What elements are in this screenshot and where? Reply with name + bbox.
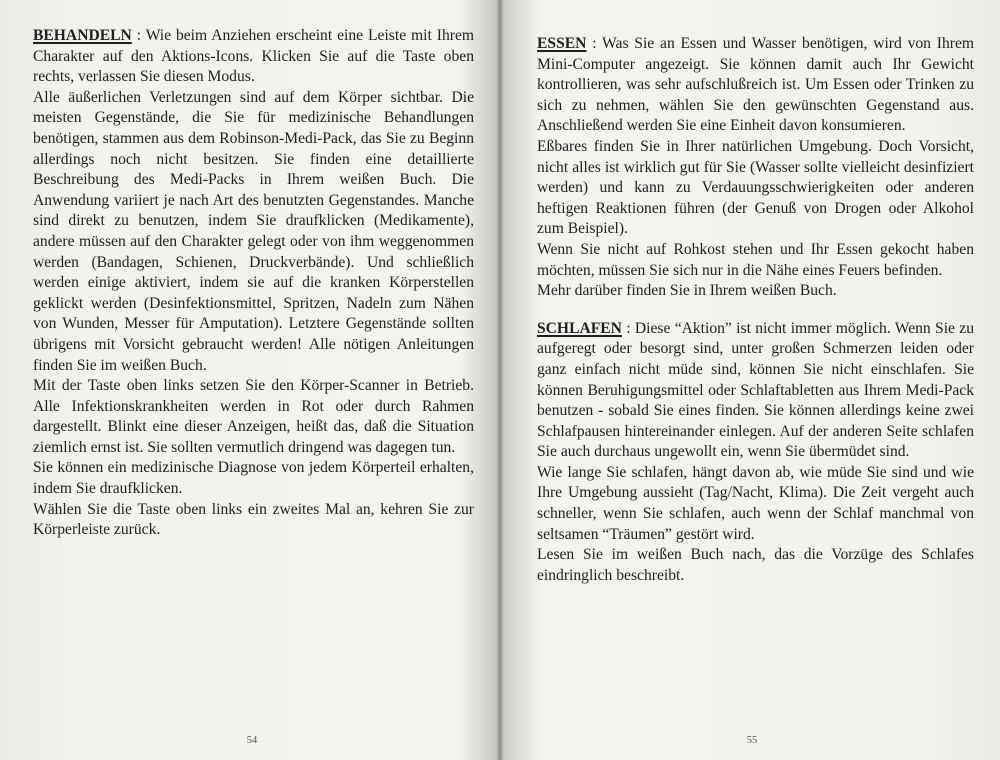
behandeln-paragraph-2: Mit der Taste oben links setzen Sie den Körper-Scanner in Betrieb. Alle Infektionskrankheiten werden in Rot oder durch Rahmen dargestellt. Blinkt eine dieser Anzeigen, heißt das, daß die Situation ziemlich ernst ist. Sie sollten vermutlich dringend was dagegen tun. xyxy=(33,377,474,456)
behandeln-paragraph-3: Sie können ein medizinische Diagnose von jedem Körperteil erhalten, indem Sie draufklicken. xyxy=(33,459,474,498)
essen-intro-text: : Was Sie an Essen und Wasser benötigen, wird von Ihrem Mini-Computer angezeigt. Sie können damit auch Ihr Gewicht kontrollieren, was sehr aufschlußreich ist. Um Essen oder Trinken zu sich zu nehmen, wählen Sie den gewünschten Gegenstand aus. Anschließend werden Sie eine Einheit davon konsumieren. xyxy=(537,35,974,135)
schlafen-section xyxy=(537,319,974,587)
essen-intro-paragraph xyxy=(537,34,974,137)
behandeln-paragraph-1: Alle äußerlichen Verletzungen sind auf dem Körper sichtbar. Die meisten Gegenstände, die Sie für medizinische Behandlungen benötigen, stammen aus dem Robinson-Medi-Pack, das Sie zu Beginn allerdings noch nicht besitzen. Sie finden eine detaillierte Beschreibung des Medi-Packs in Ihrem weißen Buch. Die Anwendung variiert je nach Art des benutzten Gegenstandes. Manche sind direkt zu benutzen, indem Sie draufklicken (Medikamente), andere müssen auf den Charakter gelegt oder von ihm weggenommen werden (Bandagen, Schienen, Druckverbände). Und schließlich werden einige aktiviert, indem sie auf die kranken Körperstellen geklickt werden (Desinfektionsmittel, Spritzen, Nadeln zum Nähen von Wunden, Messer für Amputation). Letztere Gegenstände sollten übrigens mit Vorsicht gebraucht werden! Alle nötigen Anleitungen finden Sie im weißen Buch. xyxy=(33,88,474,374)
section-spacer xyxy=(537,302,974,319)
section-heading-schlafen: SCHLAFEN xyxy=(537,319,622,337)
schlafen-intro-paragraph xyxy=(537,319,974,463)
behandeln-section xyxy=(33,26,474,541)
page-number-right: 55 xyxy=(746,735,758,746)
essen-paragraph-2: Wenn Sie nicht auf Rohkost stehen und Ihr Essen gekocht haben möchten, müssen Sie sich nur in die Nähe eines Feuers befinden. xyxy=(537,240,974,279)
essen-section xyxy=(537,34,974,302)
essen-paragraph-3: Mehr darüber finden Sie in Ihrem weißen Buch. xyxy=(537,282,837,300)
behandeln-intro-text: : Wie beim Anziehen erscheint eine Leiste mit Ihrem Charakter auf den Aktions-Icons. Klicken Sie auf die Taste oben rechts, verlassen Sie diesen Modus. xyxy=(33,27,474,86)
behandeln-paragraph-4: Wählen Sie die Taste oben links ein zweites Mal an, kehren Sie zur Körperleiste zurück. xyxy=(33,500,474,539)
essen-paragraph-1: Eßbares finden Sie in Ihrer natürlichen Umgebung. Doch Vorsicht, nicht alles ist wirklich gut für Sie (Wasser sollte vielleicht desinfiziert werden) und kann zu Verdauungsschwierigkeiten oder anderen heftigen Reaktionen führen (der Genuß von Drogen oder Alkohol zum Beispiel). xyxy=(537,137,974,238)
schlafen-paragraph-1: Wie lange Sie schlafen, hängt davon ab, wie müde Sie sind und wie Ihre Umgebung aussieht (Tag/Nacht, Klima). Die Zeit vergeht auch schneller, wenn Sie schlafen, auch wenn der Schlaf manchmal von seltsamen “Träumen” gestört wird. xyxy=(537,463,974,543)
section-heading-behandeln: BEHANDELN xyxy=(33,27,132,44)
schlafen-intro-text: : Diese “Aktion” ist nicht immer möglich. Wenn Sie zu aufgeregt oder besorgt sind, unter großen Schmerzen leiden oder ganz einfach nicht müde sind, können Sie nicht einschlafen. Sie können Beruhigungsmittel oder Schlaftabletten aus Ihrem Medi-Pack benutzen - sobald Sie eines finden. Sie können allerdings keine zwei Schlafpausen hintereinander einlegen. Auf der anderen Seite schlafen Sie auch durchaus ungewollt ein, wenn Sie übermüdet sind. xyxy=(537,319,974,461)
behandeln-intro-paragraph xyxy=(33,26,474,88)
schlafen-paragraph-2: Lesen Sie im weißen Buch nach, das die Vorzüge des Schlafes eindringlich beschreibt. xyxy=(537,546,974,584)
section-heading-essen: ESSEN xyxy=(537,35,587,52)
right-page xyxy=(500,0,1000,760)
page-number-left: 54 xyxy=(246,735,258,746)
